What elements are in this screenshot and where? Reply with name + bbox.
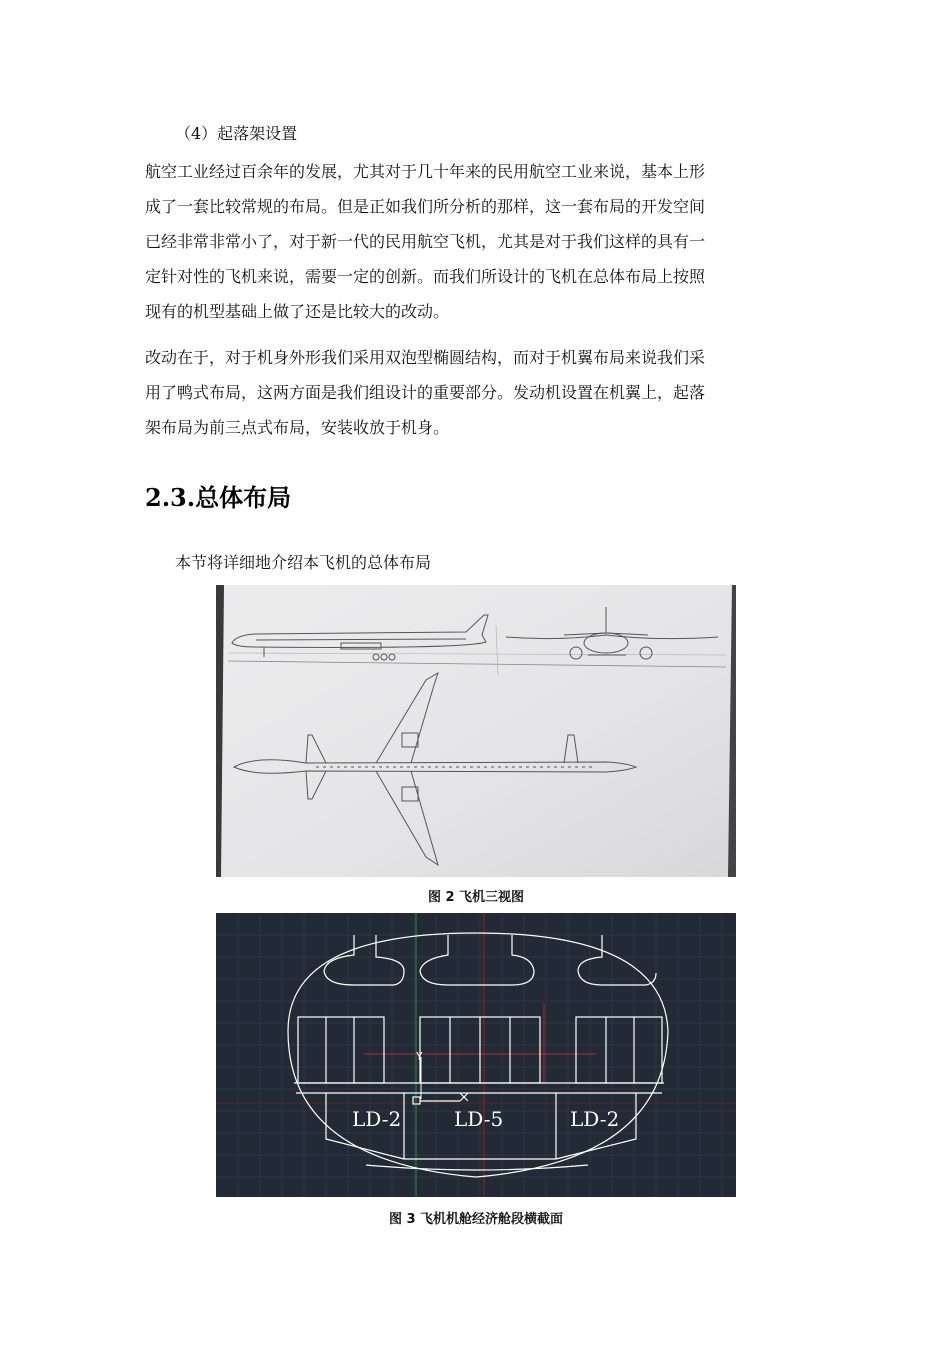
cabin-cross-section-cad <box>216 913 736 1197</box>
ucs-label: Y <box>416 1050 423 1063</box>
paragraph-line: 架布局为前三点式布局，安装收放于机身。 <box>145 418 450 437</box>
section-heading: 2.3.总体布局 <box>145 483 292 512</box>
paragraph-line: 改动在于，对于机身外形我们采用双泡型椭圆结构，而对于机翼布局来说我们采 <box>145 348 706 367</box>
cargo-label-center: LD-5 <box>454 1107 504 1131</box>
paragraph-line: 用了鸭式布局，这两方面是我们组设计的重要部分。发动机设置在机翼上，起落 <box>145 383 706 402</box>
cargo-label-left: LD-2 <box>352 1107 402 1131</box>
subsection-title: （4）起落架设置 <box>175 124 298 143</box>
figure-2-caption: 图 2 飞机三视图 <box>427 890 525 905</box>
paragraph-line: 现有的机型基础上做了还是比较大的改动。 <box>145 302 450 321</box>
sketch-drawing <box>216 585 736 877</box>
paragraph-line: 成了一套比较常规的布局。但是正如我们所分析的那样，这一套布局的开发空间 <box>145 197 706 216</box>
figure-3-caption: 图 3 飞机机舱经济舱段横截面 <box>388 1212 564 1227</box>
section-intro: 本节将详细地介绍本飞机的总体布局 <box>175 553 432 572</box>
cad-drawing <box>216 913 736 1197</box>
paragraph-1 <box>145 154 809 329</box>
paragraph-line: 定针对性的飞机来说，需要一定的创新。而我们所设计的飞机在总体布局上按照 <box>145 267 706 286</box>
aircraft-three-view-sketch <box>216 585 736 877</box>
paragraph-line: 航空工业经过百余年的发展，尤其对于几十年来的民用航空工业来说，基本上形 <box>145 162 706 181</box>
paragraph-2 <box>145 340 809 445</box>
paragraph-line: 已经非常非常小了，对于新一代的民用航空飞机，尤其是对于我们这样的具有一 <box>145 232 706 251</box>
cargo-label-right: LD-2 <box>570 1107 620 1131</box>
